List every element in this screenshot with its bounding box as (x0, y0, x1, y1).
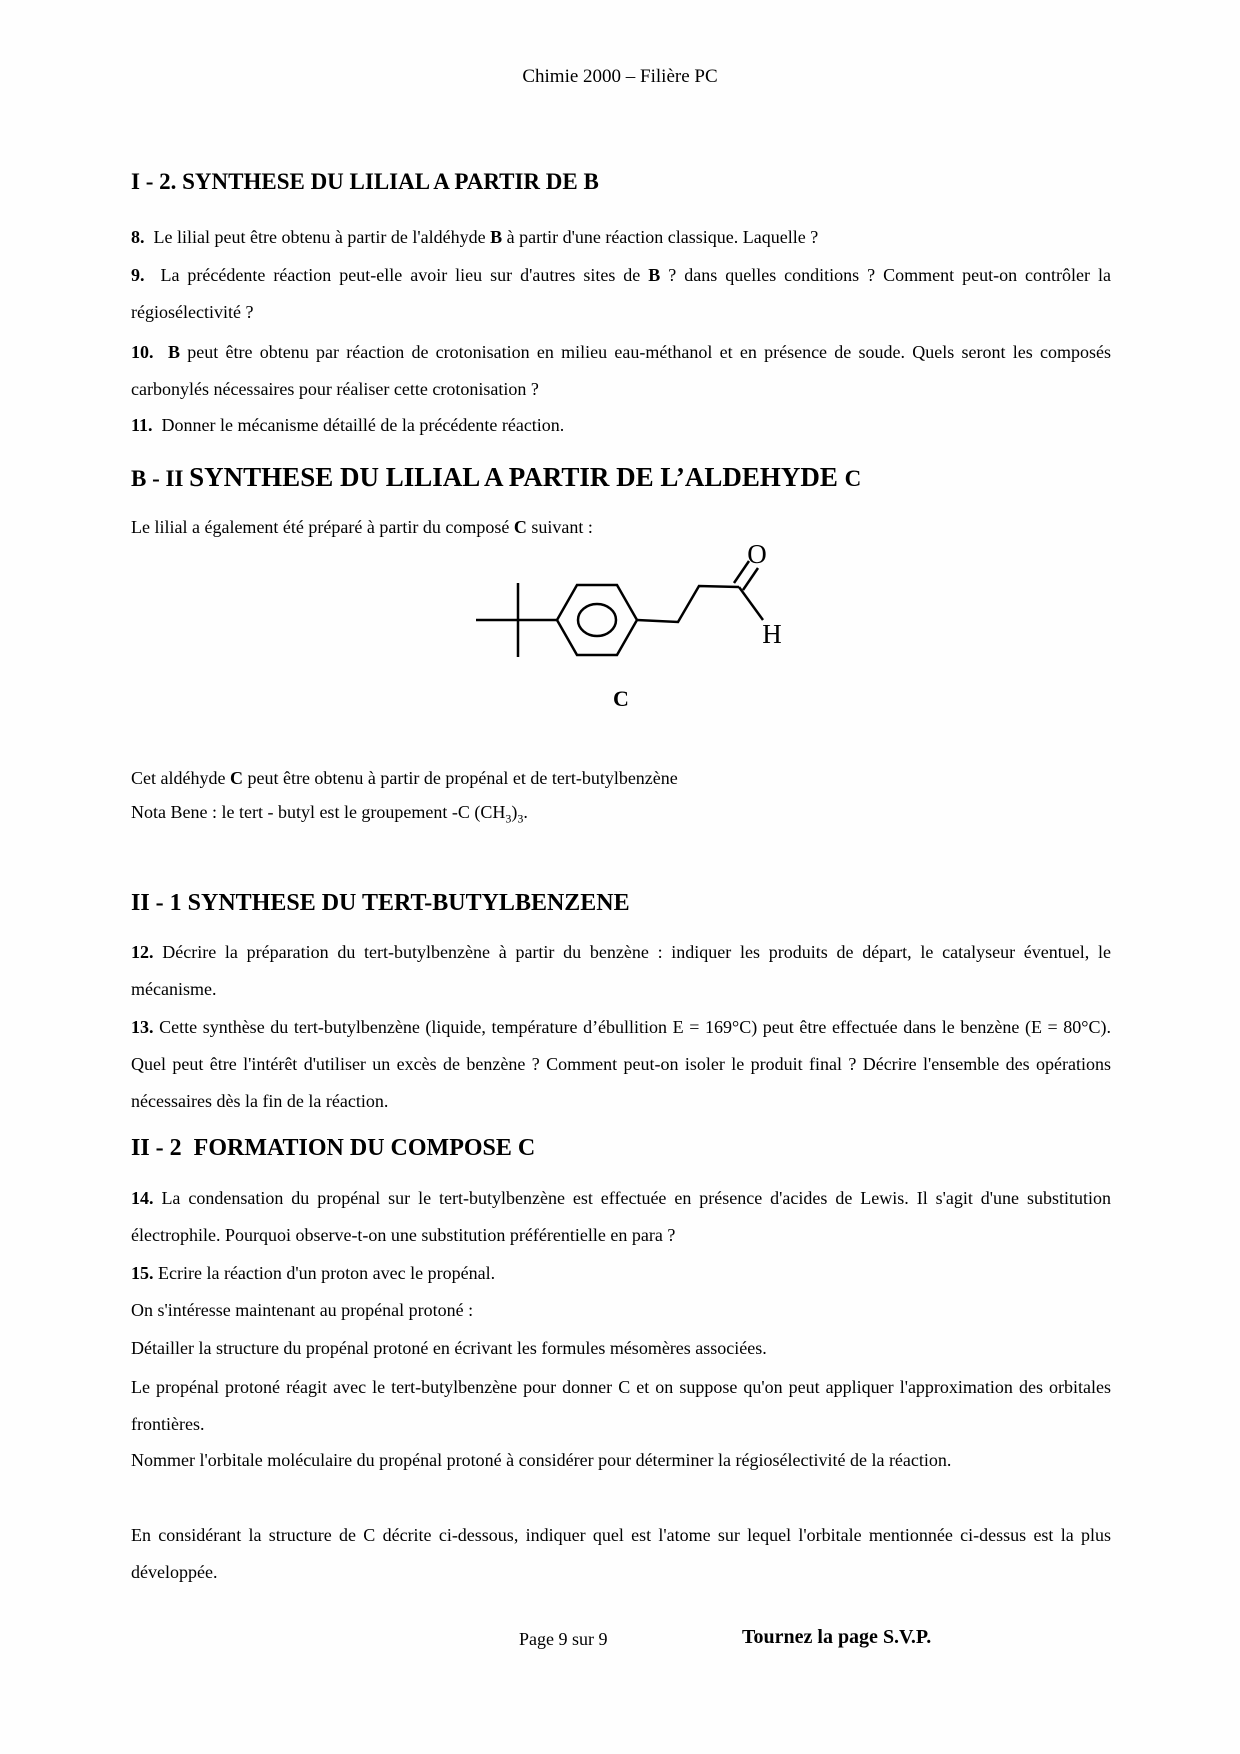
section-heading-ii1: II - 1 SYNTHESE DU TERT-BUTYLBENZENE (131, 890, 630, 916)
section-heading-i2: I - 2. SYNTHESE DU LILIAL A PARTIR DE B (131, 169, 599, 194)
question-11: 11. Donner le mécanisme détaillé de la précédente réaction. (131, 415, 565, 435)
question-10: 10. B peut être obtenu par réaction de crotonisation en milieu eau-méthanol et en présence de soude. Quels seront les composés carbonylés nécessaires pour réaliser cette crotonisation ? (131, 342, 1112, 399)
paragraph-considerant: En considérant la structure de C décrite ci-dessous, indiquer quel est l'atome sur lequel l'orbitale mentionnée ci-dessus est la plus développée. (131, 1525, 1111, 1582)
page-number: Page 9 sur 9 (519, 1629, 608, 1649)
section-heading-b2: B - II SYNTHESE DU LILIAL A PARTIR DE L’ALDEHYDE C (131, 462, 862, 492)
aromatic-circle (578, 604, 616, 636)
question-14: 14. La condensation du propénal sur le tert-butylbenzène est effectuée en présence d'acides de Lewis. Il s'agit d'une substitution électrophile. Pourquoi observe-t-on une substitution préférentielle en para ? (131, 1188, 1111, 1245)
aldehyde-ch-bond (739, 587, 763, 620)
section-heading-ii2: II - 2 FORMATION DU COMPOSE C (131, 1135, 536, 1161)
question-15: 15. Ecrire la réaction d'un proton avec le propénal. (131, 1263, 496, 1283)
hydrogen-label: H (762, 619, 782, 649)
question-13: 13. Cette synthèse du tert-butylbenzène (liquide, température d’ébullition E = 169°C) peut être effectuée dans le benzène (E = 80°C). Quel peut être l'intérêt d'utiliser un excès de benzène ? Comment peut-on isoler le produit final ? Décrire l'ensemble des opérations nécessaires dès la fin de la réaction. (131, 1017, 1111, 1111)
propanal-chain-bonds (637, 586, 739, 622)
paragraph-detailler: Détailler la structure du propénal protoné en écrivant les formules mésomères associées. (131, 1338, 767, 1358)
benzene-ring (557, 585, 637, 655)
aldehyde-note: Cet aldéhyde C peut être obtenu à partir de propénal et de tert-butylbenzène (131, 768, 678, 788)
paragraph-interesse: On s'intéresse maintenant au propénal protoné : (131, 1300, 474, 1320)
paragraph-propenal: Le propénal protoné réagit avec le tert-butylbenzène pour donner C et on suppose qu'on peut appliquer l'approximation des orbitales frontières. (131, 1377, 1111, 1434)
intro-compound-c: Le lilial a également été préparé à partir du composé C suivant : (131, 517, 593, 537)
compound-structure-diagram (450, 530, 810, 715)
question-8: 8. Le lilial peut être obtenu à partir de l'aldéhyde B à partir d'une réaction classique. Laquelle ? (131, 227, 819, 247)
page-header-title: Chimie 2000 – Filière PC (522, 66, 718, 87)
turn-page-note: Tournez la page S.V.P. (742, 1626, 932, 1648)
oxygen-label: O (747, 539, 767, 569)
question-12: 12. Décrire la préparation du tert-butylbenzène à partir du benzène : indiquer les produits de départ, le catalyseur éventuel, le mécanisme. (131, 942, 1111, 999)
nota-bene: Nota Bene : le tert - butyl est le groupement -C $(CH_3)_3$. (131, 802, 528, 826)
compound-c-label: C (613, 686, 629, 711)
question-9: 9. La précédente réaction peut-elle avoir lieu sur d'autres sites de B ? dans quelles conditions ? Comment peut-on contrôler la régiosélectivité ? (131, 265, 1111, 322)
carbonyl-double-bond-line2 (743, 568, 758, 590)
paragraph-nommer: Nommer l'orbitale moléculaire du propénal protoné à considérer pour déterminer la régiosélectivité de la réaction. (131, 1450, 952, 1470)
